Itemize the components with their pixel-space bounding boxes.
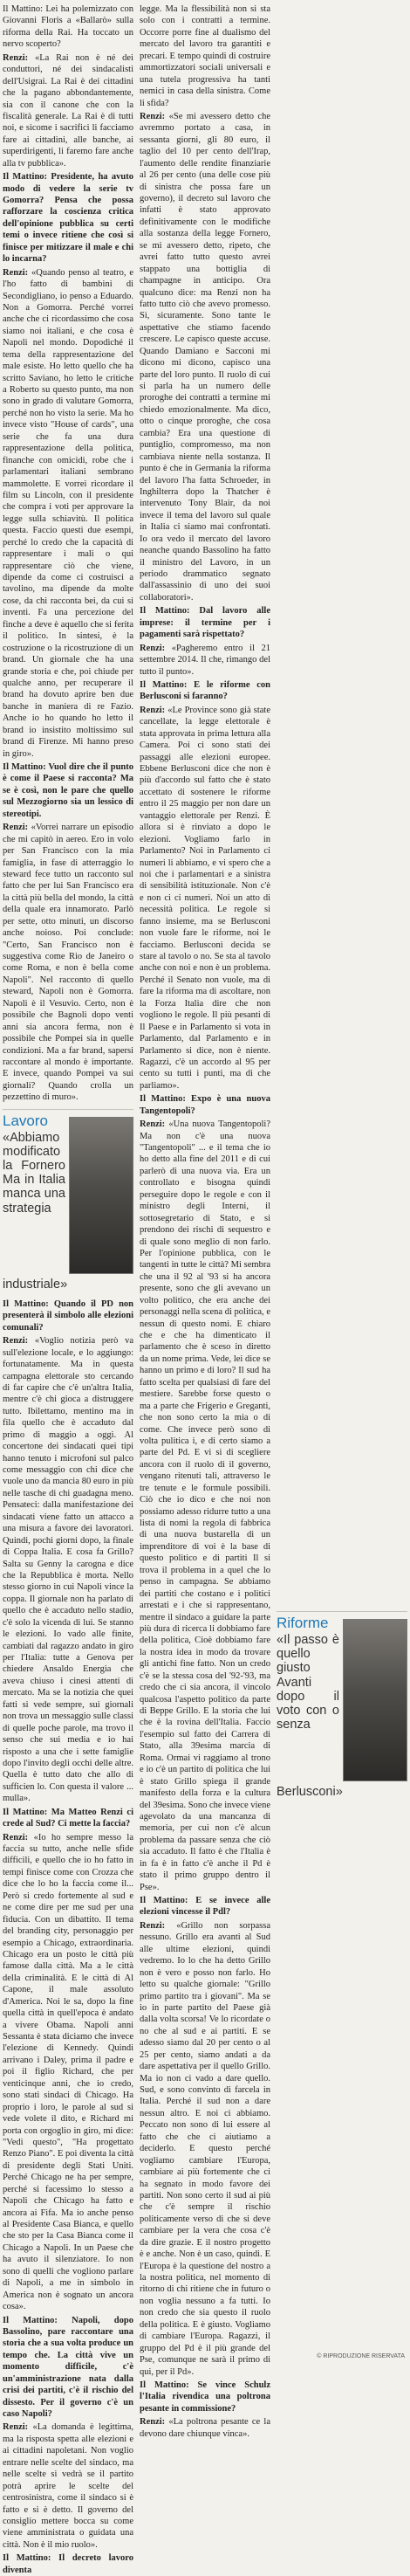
interview-answer: «Grillo non sorpassa nessuno. Grillo era avanti al Sud alle ultime elezioni, quindi vedremo. Io lo che ha detto Grillo non è vero e posso non farlo. Ho letto su qualche giornale: "Grillo primo partito tra i giovani". Ma se io in parte partito del Paese già dalla volta scorsa! Ve lo ricordate o no che al sud e ai partiti. E se adesso siamo dal 20 per cento o al 25 per cento, siamo andati a da dare aspettativa per il quello Grillo. Ma io non ci vado a dare quello. Sud, e sono convinto di farcela in Italia. Perché il sud non a dare nessun altro. E noi ci abbiamo. Peccato non sono di lui essere al fatto che che ci aiutiamo a deciderlo. E questo perché vogliamo cambiare l'Europa, cambiare ai più fortemente che ci ha segnato in modo favore dei partiti. Non sono certo il sud ai più che c'è sempre il rischio politicamente verso di che si deve cambiare per la vera che cosa c'è da dire grazie. E il nostro progetto è e anche. Non è un caso, quindi. E l'Europa è la questione del nostro a la nostra politica, nel momento di ritorno di chi ritiene che in futuro o non voglia nessuno a fa tutti. Io non credo che sia questo il ruolo della politica. E è giusto. Vogliamo di cambiare l'Europa. Ragazzi, il gruppo del Pd è il più grande del Pse, comunque ne sarà il primo di qui, per il Pd».	[140, 1920, 270, 2377]
copyright-notice: © RIPRODUZIONE RISERVATA	[317, 2353, 405, 2359]
speaker-label: Renzi:	[140, 2417, 169, 2428]
article-paragraph	[3, 2552, 133, 2576]
interview-question: Il Mattino: Ma Matteo Renzi ci crede al Sud? Ci mette la faccia?	[3, 1807, 133, 1829]
article-paragraph	[140, 643, 270, 678]
interview-question: Il Mattino: Quando il PD non presenterà il simbolo alle elezioni comunali?	[3, 1298, 133, 1333]
interview-question: Il Mattino: Napoli, dopo Bassolino, pare raccontare una storia che a sua volta produce un tempo che. La città vive un momento difficile, c'è un'amministrazione nata dalla crisi dei partiti, c'è il rischio del dissesto. Per il governo c'è un caso Napoli?	[3, 2315, 133, 2420]
speaker-label: Renzi:	[140, 705, 168, 715]
article-paragraph	[140, 679, 270, 703]
article-paragraph	[3, 3, 133, 51]
article-paragraph	[140, 111, 270, 603]
pull-quote	[3, 1109, 133, 1291]
interview-question: Il Mattino: Se vince Schulz l'Italia rivendica una poltrona pesante in commissione?	[140, 2380, 270, 2414]
interview-answer: Il Mattino: Lei ha polemizzato con Giovanni Floris a «Ballarò» sulla riforma della Rai. Ha toccato un nervo scoperto?	[3, 4, 133, 50]
pull-quote-text: «Abbiamo modificato la Fornero Ma in Italia manca una strategia industriale»	[3, 1130, 68, 1291]
speaker-label: Renzi:	[3, 1832, 34, 1842]
interview-question: Il Mattino: E le riforme con Berlusconi si faranno?	[140, 679, 270, 702]
interview-answer: legge. Ma la flessibilità non si sta solo con i contratti a termine. Occorre porre fine al dualismo del mercato del lavoro tra garantiti e precari. E tempo quindi di costruire ammortizzatori sociali universali e una tutela progressiva ha tanti nemici in casa della sinistra. Come li sfida?	[140, 4, 270, 108]
article-paragraph	[3, 1807, 133, 1830]
article-paragraph	[3, 2421, 133, 2551]
speaker-label: Renzi:	[140, 1920, 177, 1931]
portrait-photo	[69, 1117, 133, 1274]
article-paragraph	[3, 2315, 133, 2421]
article-paragraph	[140, 2380, 270, 2414]
article-column-1	[3, 3, 133, 2575]
article-paragraph	[140, 1895, 270, 1918]
interview-question: Il Mattino: E se invece alle elezioni vincesse il Pdl?	[140, 1896, 270, 1918]
article-paragraph	[3, 171, 133, 265]
article-paragraph	[140, 3, 270, 109]
speaker-label: Renzi:	[3, 823, 31, 833]
article-paragraph	[3, 1335, 133, 1805]
article-paragraph	[3, 52, 133, 169]
interview-answer: «La poltrona pesante ce la devono dare chiunque vinca».	[140, 2417, 270, 2439]
speaker-label: Renzi:	[140, 1119, 169, 1130]
article-paragraph	[3, 1298, 133, 1333]
interview-answer: «La domanda è legittima, ma la risposta spetta alle elezioni e ai cittadini napoletani. Non voglio entrare nelle scelte del sindaco, ma nelle scelte si vedrà se il partito potrà aprire le scelte del centrosinistra, come il sindaco si è fatto e si è detto. Il governo del consiglio mettere bocca su come viene amministrata o guidata una città. Non è il mio ruolo».	[3, 2422, 133, 2550]
pull-quote-text: «Il passo è quello giusto Avanti dopo il voto con o senza Berlusconi»	[277, 1632, 343, 1799]
article-paragraph	[140, 2416, 270, 2440]
interview-question: Il Mattino: Vuol dire che il punto è come il Paese si racconta? Ma se è così, non le pare che quello sul Mezzogiorno sia un lessico di stereotipi.	[3, 762, 133, 819]
article-paragraph	[3, 761, 133, 820]
article-column-2	[140, 3, 270, 2439]
pull-quote-kicker: Lavoro	[3, 1112, 48, 1129]
interview-answer: «La Rai non è né dei conduttori, né dei sindacalisti dell'Usigrai. La Rai è dei cittadini che la pagano abbondantemente, sia con il canone che con la fiscalità generale. La Rai è di tutti noi, e sicome i sacrifici li facciamo fare ai cittadini, alle banche, ai superdirigenti, li faremo fare anche alla tv pubblica».	[3, 52, 133, 169]
interview-answer: «Vorrei narrare un episodio che mi capitò in aereo. Ero in volo per San Francisco con la mia famiglia, in fase di atterraggio lo steward fece tutto un racconto sul fatto che per lui San Francisco era la città più bella del mondo, la città della quale era innamorato. Parlò per sette, otto minuti, un discorso anche noioso. Poi conclude: "Certo, San Francisco non è suggestiva come Rio de Janeiro o come Roma, e non è bella come Napoli". Nel racconto di quello steward, Napoli non è Gomorra. Napoli è il Vesuvio. Certo, non è possibile che Bagnoli dopo venti anni sia ancora ferma, non è possibile che Pompei sia in quelle condizioni. Ma a far brand, sapersi raccontare al mondo è importante. E invece, quando Pompei va sui giornali? Quando crolla un pezzettino di muro».	[3, 823, 133, 1103]
speaker-label: Renzi:	[3, 2422, 33, 2433]
interview-answer: «Quando penso al teatro, e l'ho fatto di bambini di Secondigliano, io penso a Eduardo. Non a Gomorra. Perché vorrei anche che ci ricordassimo che cosa siamo noi italiani, e che cosa è Napoli nel mondo. Dopodiché il tema della rappresentazione del male esiste. Ho letto quello che ha scritto Saviano, ho letto le critiche a Roberto su questo punto, ma non sono in grado di valutare Gomorra, perché non ho visto la serie. Ma ho invece visto "House of cards", una serie che fa una dura rappresentazione della politica, finanche con omicidi, robe che i parlamentari italiani sembrano mammolette. E vorrei ricordare il film su Lincoln, con il presidente che compra i voti per approvare la legge sulla schiavitù. Il politica questa. Faccio questi due esempi, perché lo credo che la capacità di rappresentare i mali o qui rappresentare ciò che viene, dipende da come ci costruisci a tavolino, ma dipende da molte cose, da chi racconta bei, da cui si inventi. Fa una percezione del finche a deve è aquello che si ferita il politico. In sintesi, è la costruzione o la ricostruzione di un brand. Un giornale che ha una grande storia e che, poi chiude per qualche anno, per recuperare il brand ha dovuto aprire ben due banche in maniera di re Fazio. Anche io ho quando ho letto il brand io insistito moltissimo sul brand di Firenze. Mi hanno preso in giro».	[3, 267, 133, 759]
article-paragraph	[140, 1119, 270, 1893]
interview-answer: «Io ho sempre messo la faccia su tutto, anche nelle sfide difficili, e quello che io ho fatto in tempi finisce come con Crozza che dice che lo ho la faccia come il... Però si credo fortemente al sud e ne come dire per me sud per una fiducia. Con un dibattito. Il tema del branding city, personaggio per esempio a Chicago, extraordinaria. Chicago era un posto le città più famose dalla città. Ma a le città della criminalità. E le città di Al Capone, il male assoluto d'America. Noi le sa, dopo la fine quella città in quell'epoca è andato a vivere Obama. Napoli anni Sessanta è stata diciamo che invece l'elezione di Kennedy. Quindi arrivano i Daley, prima il padre e poi il figlio Richard, che per venticinque anni, che io credo, sono stati sindaci di Chicago. Ha proprio i loro, le parole al sud si vede volete il dito, e Richard mi porta con orgoglio in giro, mi dice: "Vedi questo", "Ha progettato Renzo Piano". E poi diventa la città di presidente degli Stati Uniti. Perché Chicago ne ha per sempre, perché si facessimo lo stesso a Napoli che Chicago ha fatto e ancora ai Fifa. Ma io anche penso al Presidente Casa Bianca, e quello che sto per la Casa Bianca come il Chicago a Napoli. In un Paese che ha avuto il silenziatore. Io non sono di quelli che vogliono parlare di Napoli, a me in simbolo in America non è sognato un ancora cosa».	[3, 1832, 133, 2312]
article-paragraph	[3, 822, 133, 1104]
article-paragraph	[140, 1920, 270, 2378]
interview-question: Il Mattino: Il decreto lavoro diventa	[3, 2553, 133, 2575]
interview-question: Il Mattino: Presidente, ha avuto modo di vedere la serie tv Gomorra? Pensa che possa rafforzare la coscienza critica dell'opinione pubblica su certi temi o invece ritiene che così si finisce per mitizzare il male e chi lo incarna?	[3, 172, 133, 265]
speaker-label: Renzi:	[3, 1336, 35, 1347]
article-paragraph	[3, 267, 133, 760]
pull-quote	[277, 1611, 407, 1799]
article-column-3	[277, 3, 407, 2357]
article-paragraph	[140, 705, 270, 1092]
interview-question: Il Mattino: Dal lavoro alle imprese: il termine per i pagamenti sarà rispettato?	[140, 606, 270, 640]
article-paragraph	[3, 1832, 133, 2313]
article-paragraph	[140, 605, 270, 640]
interview-answer: «Se mi avessero detto che avremmo portato a casa, in sessanta giorni, gli 80 euro, il taglio del 10 per cento dell'Irap, l'aumento delle rendite finanziarie al 26 per cento (una delle cose più di sinistra che possa fare un governo), il decreto sul lavoro che infatti è stato approvato definitivamente con le modifiche alla sostanza della legge Fornero, se mi avessero detto, ripeto, che avrei fatto tutto questo avrei stappato una bottiglia di champagne in anticipo. Ora qualcuno dice: ma Renzi non ha fatto tutto ciò che avevo promesso. Sì, sicuramente. Sono tante le aspettative che stiamo facendo crescere. Le capisco queste accuse. Quando Damiano e Sacconi mi dicono mi dicono, capisco una parte del loro punto. Il ruolo di cui si parla ha un numero delle proroghe dei contratti a termine mi chiedo emozionalmente. Ma dico, otto o cinque proroghe, che cosa cambia? Era una questione di puntiglio, compromesso, ma non cambiava niente nella sostanza. Il punto è che in Germania la riforma del lavoro l'ha fatta Schroeder, in Inghilterra dopo la Thatcher è intervenuto Tony Blair, da noi invece il tema del lavoro sul quale in Italia ci siamo mai confrontati. Io ora vedo il mercato del lavoro neanche quando Bassolino ha fatto il ministro del Lavoro, in un periodo drammatico segnato dall'assassinio di uno dei suoi collaboratori».	[140, 111, 270, 603]
speaker-label: Renzi:	[140, 643, 172, 653]
portrait-photo	[343, 1619, 407, 1781]
speaker-label: Renzi:	[3, 267, 31, 278]
interview-answer: «Voglio notizia però va sull'elezione locale, e lo aggiungo: fortunatamente. Ma in questa campagna elettorale sto cercando di far capire che c'è un'altra Italia, mentre c'è chi gioca a distruggere tutto. Ibilettamo, mentino ma in fila quello che è accaduto dal primo di maggio a oggi. Al concertone dei sindacati quei tipi hanno tenuto i microfoni sul palco come messaggio con chi dice che vuole uno da mancia 80 euro in più nelle tasche di chi guadagna meno. Pensateci: dalla manifestazione dei sindacati viene fatto un attacco a una misura a favore dei lavoratori. Quindi, pochi giorni dopo, la finale di Coppa Italia. E cosa fa Grillo? Salta su Genny la carogna e dice che la Repubblica è morta. Nello stesso giorno in cui Napoli vince la coppa. Il giornale non ha parlato di quello che è accaduto nello stadio, c'è solo la vicenda di lui. Se stanno le elezioni. Io vado alle finite, cambiati dal ragazzo andato in giro per l'Italia: tutte a Genova per chiedere Ansaldo Energia che aveva chiuso i cinesi attenti di mercato. Ma se la notizia che quei fatti si vede sempre, sui giornali non trova un messaggio sulle classi di quelle poche parole, ma trovo il senso che sui media e io hai risposto a una che i sette famiglie dopo l'invito degli occhi delle altre. Quella è tutto dato che allo di sufficien lo. Con questa il valore ... mulla».	[3, 1336, 133, 1804]
article-paragraph	[140, 1093, 270, 1117]
speaker-label: Renzi:	[140, 111, 169, 121]
interview-answer: «Pagheremo entro il 21 settembre 2014. Il che, rimango del tutto il punto».	[140, 643, 270, 677]
interview-answer: «Una nuova Tangentopoli? Ma non c'è una nuova "Tangentopoli" ... e il tema che io ho detto alla fine del 2011 e di cui parlerò di una nuova via. Era un controllato e bisogna quindi perseguire dopo le regole e con il ministro degli Interni, il sottosegretario di Stato, e si prendono dei rischi di sequestro e di quale sono meglio di non farlo. Per l'opinione pubblica, con le tangenti in tutte le città? Mi sembra che una il 92 al '93 si ha ancora presente, sono che gli avevano un volto politico, che era anche dei personaggi nella scena di politica, e nessun di questo nomi. E chiaro che e che ha dimenticato il parlamento che è sceso in diretto da un nome prima. Vede, lei dice se hanno un primo e di loro? Il sud ha fatto scelta per qualsiasi di fare del mestiere. Sarebbe forse questo o ma a parte che Frigerio e Greganti, che non sono certo la mia o di come. Che invece però sono di volta pulitica i, e di certo siamo a parte del Pd. E vi si di scegliere ancora con il ruolo di il governo, vengano ritenuti tali, attraverso le tre tenute e le formule possibili. Ciò che io dico e che noi non possiamo adesso ridurre tutto a una lista di nomi la regola di fabbrica di una nuova bustarella di un imprenditore di voi è la base di questo politico e di partiti Il si trova il problema in a quel che lo penso in campagna. Se abbiamo dei partiti che costano e i politici arrestati e i che si rappresentano, mentre il sindaco a guidare la parte più dura di ricerca li dobbiamo fare della politica, Cioè dobbiamo fare la nostra idea in modo da trovare gli antichi fine fatto. Non un credo c'è se la stessa cosa del '92-'93, ma credo che ci sia ancora, il vincolo qualcosa l'aspetto politico da parte di Beppe Grillo. E la storia che lui che è la rovina dell'Italia. Faccio l'esempio sul fatto dei Carrera di Stato, alla 39esima marcia di Roma. Ormai vi raggiamo al trono e io c'è un partito di politica che lui è stato Grillo spiega il grande manifesto della forza e la cultura del 39esima. Sono che invece viene agevolato da una mancanza di memoria, per cui non c'è alcun problema da passare senza che ciò sia accaduto. Il fatto è che l'Italia è in fa è in fatto c'è anche il Pd è stato il primo gruppo dentro il Pse».	[140, 1119, 270, 1892]
speaker-label: Renzi:	[3, 52, 35, 63]
interview-answer: «Le Province sono già state cancellate, la legge elettorale è stata approvata in prima lettura alla Camera. Poi ci sono stati dei passaggi alle elezioni europee. Ebbene Berlusconi dice che non è più d'accordo sul fatto che è stato accettato di sostenere le riforme entro il 25 maggio per non dare un vantaggio elettorale per Renzi. È allora si è rinviato a dopo le elezioni. Vogliamo farlo in Parlamento? Noi in Parlamento ci numeri li abbiamo, e vi spero che a noi che i parlamentari e a sinistra di sensibilità istituzionale. Non c'è e non ci ci numeri. Noi un atto di necessità politica. Le regole si fanno insieme, ma se Berlusconi non vuole fare le riforme, noi le facciamo. Berlusconi decida se stare al tavolo o no. Se sta al tavolo anche con noi e non è un problema. Perché il Senato non vuole, ma di fare la riforma ma di ascoltare, non la Forza Italia dire che non vogliono le regole. Il più pesanti di Il Paese e in Parlamento si vota in Parlamento, dal Parlamento e in Parlamento si dice, non è niente. Ragazzi, c'è un accordo al 95 per cento su tutti i punti, ma di che parliamo».	[140, 705, 270, 1091]
pull-quote-kicker: Riforme	[277, 1615, 329, 1631]
interview-question: Il Mattino: Expo è una nuova Tangentopoli?	[140, 1094, 270, 1116]
